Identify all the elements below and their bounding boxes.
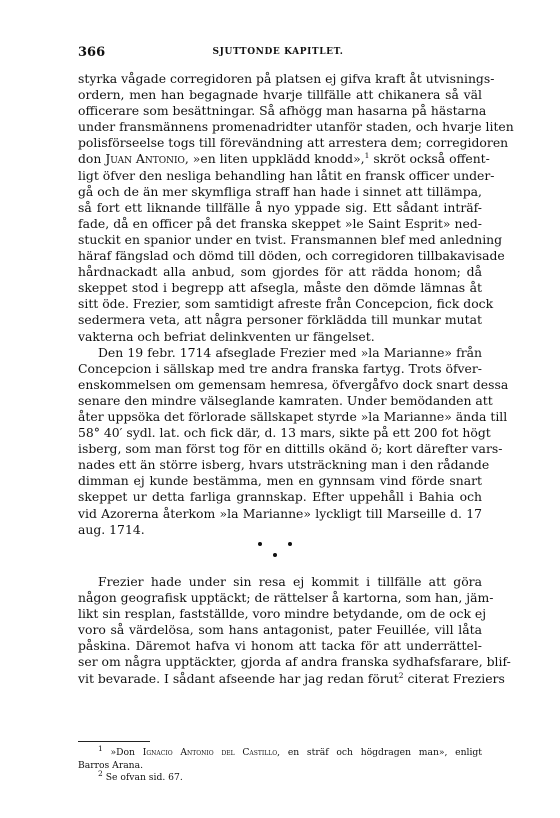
text-line bbox=[78, 151, 490, 167]
text-run: åter uppsöka det förlorade sällskapet styrde »la Marianne» ända till bbox=[78, 408, 508, 424]
footnote-marker: 1 bbox=[364, 151, 370, 161]
text-line bbox=[78, 506, 482, 522]
body-text-upper bbox=[78, 71, 514, 538]
text-run: hårdnackadt alla anbud, som gjordes för att rädda honom; då bbox=[78, 264, 482, 280]
text-run: enskommelsen om gemensam hemresa, öfvergåfvo dock snart dessa bbox=[78, 376, 509, 392]
text-run: Barros Arana. bbox=[78, 759, 143, 771]
text-run: Den 19 febr. 1714 afseglade Frezier med »la Marianne» från bbox=[98, 344, 482, 360]
text-run: skröt också offent- bbox=[369, 151, 490, 167]
footnote-marker: 2 bbox=[398, 670, 404, 680]
text-line bbox=[78, 329, 482, 345]
text-run: sedermera veta, att några personer förklädda till munkar mutat bbox=[78, 312, 482, 328]
text-line bbox=[78, 87, 482, 103]
text-run: senare den mindre välseglande kamraten. Under bemödanden att bbox=[78, 392, 493, 408]
text-line bbox=[78, 312, 482, 328]
text-line bbox=[78, 71, 495, 87]
text-run: skeppet stod i begrepp att afsegla, måste den dömde lämnas åt bbox=[78, 280, 482, 296]
text-run: , »en liten uppklädd knodd», bbox=[184, 151, 365, 167]
text-run: vid Azorerna återkom »la Marianne» lyckligt till Marseille d. 17 bbox=[78, 505, 482, 521]
text-line bbox=[78, 167, 495, 184]
text-run: ligt öfver den nesliga behandling han låtit en fransk officer under- bbox=[78, 167, 495, 183]
text-line bbox=[78, 264, 482, 280]
text-run: häraf fängslad och dömd till döden, och corregidoren tillbakavisade bbox=[78, 248, 505, 264]
footnote-rule bbox=[78, 741, 150, 742]
text-line bbox=[78, 200, 482, 216]
text-line bbox=[78, 522, 482, 538]
text-run: polisförseelse togs till förevändning att arrestera dem; corregidoren bbox=[78, 135, 509, 151]
text-run: aug. 1714. bbox=[78, 521, 145, 537]
text-line bbox=[78, 489, 482, 505]
text-line bbox=[78, 103, 487, 119]
text-line bbox=[78, 425, 491, 441]
text-line bbox=[78, 135, 509, 151]
text-line bbox=[78, 345, 482, 361]
page-number: 366 bbox=[78, 45, 106, 60]
footnote-marker: 1 bbox=[98, 743, 103, 753]
text-line bbox=[78, 638, 482, 654]
section-break-ornament bbox=[255, 539, 305, 561]
text-run: under fransmännens promenadridter utanför staden, och hvarje liten bbox=[78, 119, 514, 135]
text-run: skeppet ur detta farliga grannskap. Efter uppehåll i Bahia och bbox=[78, 489, 482, 505]
text-run: isberg, som man först tog för en dittills okänd ö; kort därefter vars- bbox=[78, 441, 503, 457]
ornament-dot bbox=[273, 553, 277, 557]
text-line bbox=[78, 473, 482, 489]
text-run: stuckit en spanior under en tvist. Fransmannen blef med anledning bbox=[78, 231, 503, 247]
text-run: vakterna och befriat delinkventen ur fängelset. bbox=[78, 328, 375, 344]
text-run: »Don bbox=[102, 747, 143, 758]
text-line bbox=[78, 743, 482, 760]
running-head: SJUTTONDE KAPITLET. bbox=[212, 47, 344, 57]
text-run: likt sin resplan, fastställde, voro mindre betydande, om de ock ej bbox=[78, 606, 487, 622]
text-line bbox=[78, 654, 511, 670]
text-line bbox=[78, 361, 482, 377]
text-line bbox=[78, 606, 487, 622]
text-run: så fort ett liknande tillfälle å nyo yppade sig. Ett sådant inträf- bbox=[78, 199, 482, 215]
text-line bbox=[78, 216, 482, 232]
text-run: citerat Freziers bbox=[403, 670, 505, 686]
text-line bbox=[78, 280, 482, 296]
text-run: påskina. Däremot hafva vi honom att tacka för att underrättel- bbox=[78, 638, 482, 654]
text-run: Concepcion i sällskap med tre andra franska fartyg. Trots öfver- bbox=[78, 360, 482, 376]
text-run: Frezier hade under sin resa ej kommit i tillfälle att göra bbox=[98, 574, 482, 589]
text-run: sitt öde. Frezier, som samtidigt afreste från Concepcion, fick dock bbox=[78, 296, 494, 312]
text-run: vit bevarade. I sådant afseende har jag redan förut bbox=[78, 670, 399, 686]
text-run: gå och de än mer skymfliga straff han hade i sinnet att tillämpa, bbox=[78, 183, 482, 199]
text-line bbox=[78, 670, 505, 687]
text-line bbox=[78, 231, 503, 248]
text-run: någon geografisk upptäckt; de rättelser å kartorna, som han, jäm- bbox=[78, 590, 494, 606]
text-line bbox=[78, 590, 494, 606]
text-line bbox=[78, 184, 482, 200]
text-run: Se ofvan sid. 67. bbox=[102, 772, 183, 783]
text-run: 58° 40′ sydl. lat. och fick där, d. 13 mars, sikte på ett 200 fot högt bbox=[78, 425, 491, 441]
text-run: nades ett än större isberg, hvars utsträckning man i den rådande bbox=[78, 457, 490, 473]
text-run: Juan Antonio bbox=[105, 151, 185, 167]
text-run: styrka vågade corregidoren på platsen ej gifva kraft åt utvisnings- bbox=[78, 71, 495, 86]
footnote-marker: 2 bbox=[98, 768, 103, 778]
text-run: don bbox=[78, 151, 106, 167]
text-line bbox=[78, 392, 493, 409]
text-line bbox=[78, 760, 482, 773]
text-line bbox=[78, 376, 509, 393]
ornament-dot bbox=[288, 542, 292, 546]
text-run: Ignacio Antonio del Castillo bbox=[142, 747, 278, 758]
text-run: , en sträf och högdragen man», enligt bbox=[277, 747, 482, 758]
page-header bbox=[78, 45, 478, 61]
text-line bbox=[78, 768, 482, 785]
text-line bbox=[78, 622, 482, 638]
ornament-dot bbox=[258, 542, 262, 546]
text-line bbox=[78, 248, 505, 264]
text-line bbox=[78, 408, 508, 425]
text-line bbox=[78, 296, 494, 312]
text-line bbox=[78, 119, 514, 135]
text-line bbox=[78, 457, 490, 473]
text-run: ser om några upptäckter, gjorda af andra franska sydhafsfarare, blif- bbox=[78, 654, 511, 670]
text-run: dimman ej kunde bestämma, men en gynnsam vind förde snart bbox=[78, 473, 482, 489]
text-line bbox=[78, 574, 482, 590]
text-run: voro så värdelösa, som hans antagonist, pater Feuillée, vill låta bbox=[78, 622, 482, 638]
text-line bbox=[78, 441, 503, 457]
text-run: officerare som besättningar. Så afhögg man hasarna på hästarna bbox=[78, 103, 487, 119]
text-run: fade, då en officer på det franska skeppet »le Saint Esprit» ned- bbox=[78, 215, 482, 231]
body-text-lower bbox=[78, 574, 511, 687]
text-run: ordern, men han begagnade hvarje tillfälle att chikanera så väl bbox=[78, 87, 482, 103]
footnotes bbox=[78, 743, 482, 785]
